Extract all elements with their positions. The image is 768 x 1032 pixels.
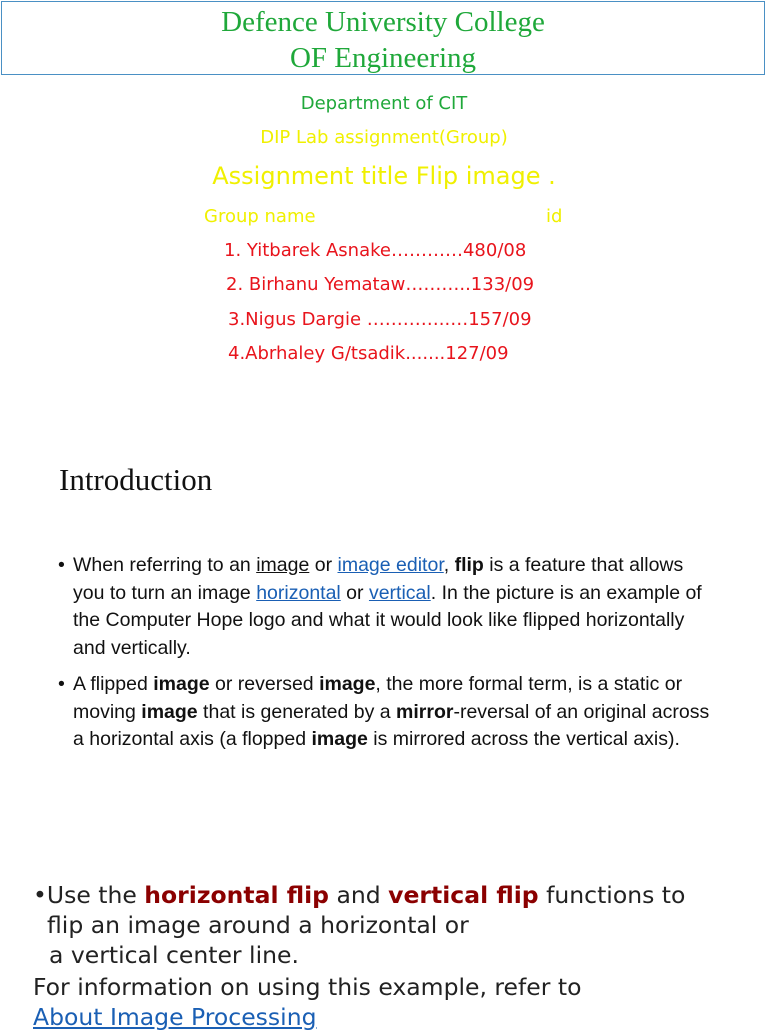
bullet-dot: • [58, 554, 65, 576]
group-member-3: 3.Nigus Dargie …………..…157/09 [228, 309, 532, 330]
vertical-link[interactable]: vertical [368, 581, 431, 604]
assignment-title: Assignment title Flip image . [212, 162, 556, 190]
college-name: Defence University College [221, 6, 545, 38]
group-member-2: 2. Birhanu Yemataw………..133/09 [226, 274, 535, 295]
about-image-processing-link[interactable]: About Image Processing [33, 1003, 317, 1031]
group-member-1: 1. Yitbarek Asnake…………480/08 [224, 240, 527, 261]
image-editor-link[interactable]: image editor [337, 554, 444, 576]
flip-functions-line-3: a vertical center line. [49, 941, 299, 969]
bullet-dot: • [58, 673, 65, 695]
info-reference-line: For information on using this example, refer to [33, 973, 582, 1001]
assignment-label: DIP Lab assignment(Group) [260, 127, 508, 148]
about-image-processing-link-row [33, 1002, 317, 1032]
college-title-box [1, 1, 765, 75]
group-member-4: 4.Abrhaley G/tsadik.......127/09 [228, 343, 509, 364]
image-link[interactable]: image [256, 554, 310, 576]
flip-functions-line-2: flip an image around a horizontal or [47, 911, 469, 939]
college-faculty: OF Engineering [289, 42, 477, 74]
horizontal-link[interactable]: horizontal [256, 581, 341, 604]
introduction-heading: Introduction [59, 462, 213, 497]
id-header: id [546, 206, 563, 227]
bullet-flip-definition: • When referring to an image or image editor, flip is a feature that allows you to turn an image horizontal or vertical. In the picture is an example of the Computer Hope logo and what it would look like flipped horizontally and vertically. [58, 554, 702, 659]
department-label: Department of CIT [300, 93, 468, 114]
bullet-flipped-image: • A flipped image or reversed image, the more formal term, is a static or moving image that is generated by a mirror-reversal of an original across a horizontal axis (a flopped image is mirrored across the vertical axis). [58, 673, 710, 750]
group-name-header: Group name [204, 206, 316, 227]
flip-functions-line: •Use the horizontal flip and vertical flip functions to [33, 881, 686, 909]
